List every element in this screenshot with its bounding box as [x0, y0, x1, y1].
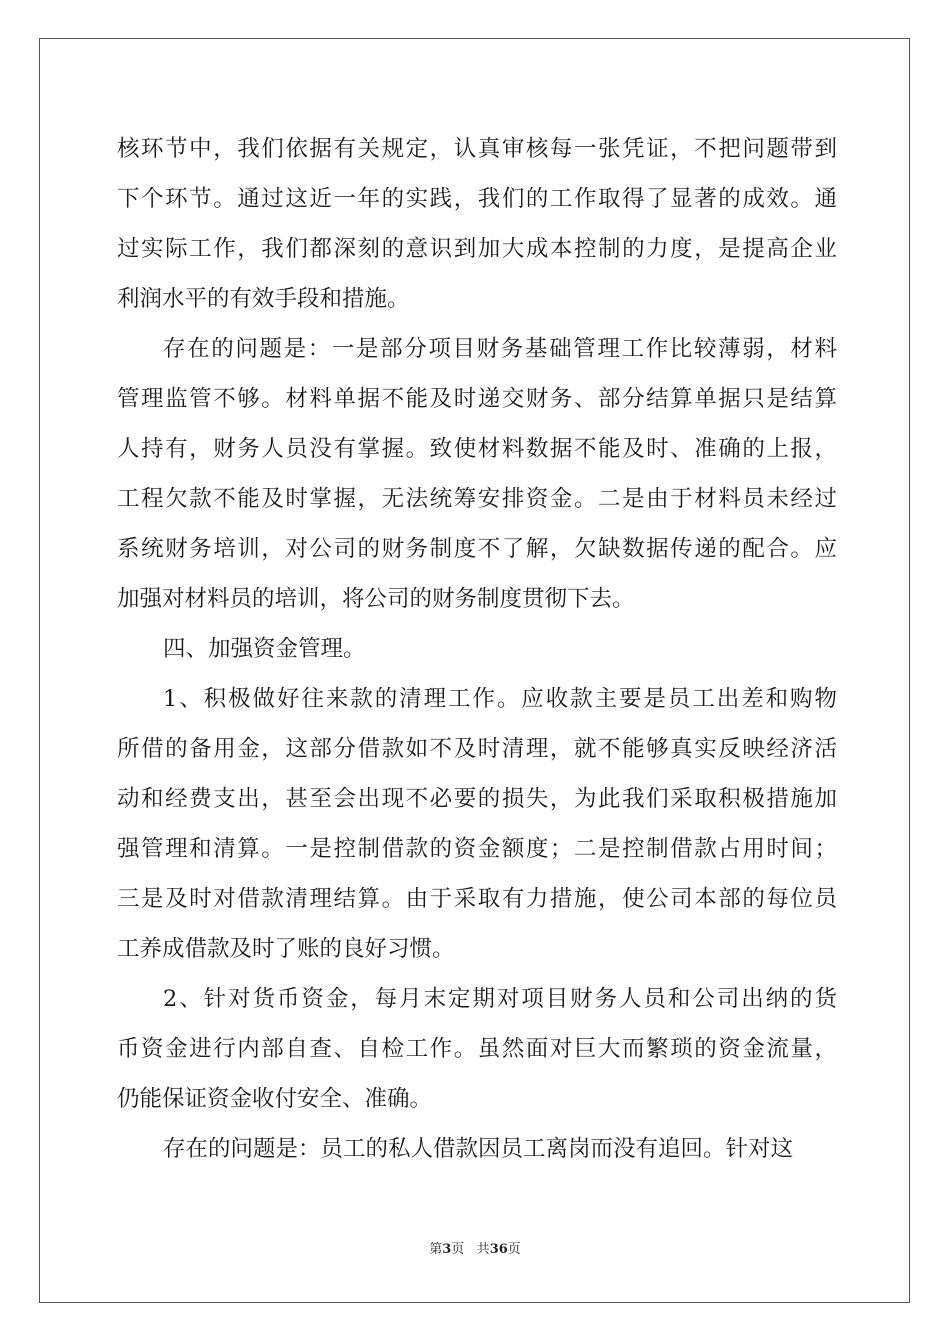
- text-line: 加强对材料员的培训，将公司的财务制度贯彻下去。: [117, 586, 635, 612]
- text-line: 下个环节。通过这近一年的实践，我们的工作取得了显著的成效。通: [117, 186, 837, 212]
- text-line: 人持有，财务人员没有掌握。致使材料数据不能及时、准确的上报，: [117, 436, 837, 462]
- document-body: [117, 124, 837, 1174]
- footer-prefix: 第: [429, 1242, 443, 1257]
- text-line: 2、针对货币资金，每月末定期对项目财务人员和公司出纳的货: [163, 986, 837, 1012]
- text-line: 1、积极做好往来款的清理工作。应收款主要是员工出差和购物: [163, 686, 837, 712]
- text-line: 币资金进行内部自查、自检工作。虽然面对巨大而繁琐的资金流量，: [117, 1036, 837, 1062]
- text-line: 存在的问题是：一是部分项目财务基础管理工作比较薄弱，材料: [163, 336, 837, 362]
- text-line: 动和经费支出，甚至会出现不必要的损失，为此我们采取积极措施加: [117, 786, 837, 812]
- page-footer: [0, 1238, 950, 1257]
- footer-total-prefix: 共: [476, 1242, 490, 1257]
- paragraph: [117, 324, 837, 624]
- text-line: 三是及时对借款清理结算。由于采取有力措施，使公司本部的每位员: [117, 886, 837, 912]
- text-line: 工养成借款及时了账的良好习惯。: [117, 936, 455, 962]
- footer-page-suffix: 页: [451, 1242, 465, 1257]
- text-line: 所借的备用金，这部分借款如不及时清理，就不能够真实反映经济活: [117, 736, 837, 762]
- paragraph: [117, 624, 837, 674]
- paragraph: [117, 1124, 837, 1174]
- text-line: 过实际工作，我们都深刻的意识到加大成本控制的力度，是提高企业: [117, 236, 837, 262]
- paragraph: [117, 974, 837, 1124]
- paragraph: [117, 674, 837, 974]
- text-line: 管理监管不够。材料单据不能及时递交财务、部分结算单据只是结算: [117, 386, 837, 412]
- footer-total-suffix: 页: [507, 1242, 521, 1257]
- text-line: 利润水平的有效手段和措施。: [117, 286, 410, 312]
- total-page-number: 36: [489, 1242, 508, 1257]
- text-line: 系统财务培训，对公司的财务制度不了解，欠缺数据传递的配合。应: [117, 536, 837, 562]
- current-page-number: 3: [442, 1242, 452, 1257]
- text-line: 仍能保证资金收付安全、准确。: [117, 1086, 433, 1112]
- text-line: 存在的问题是：员工的私人借款因员工离岗而没有追回。针对这: [163, 1136, 794, 1162]
- paragraph: [117, 124, 837, 324]
- text-line: 强管理和清算。一是控制借款的资金额度；二是控制借款占用时间；: [117, 836, 837, 862]
- text-line: 四、加强资金管理。: [163, 636, 366, 662]
- text-line: 工程欠款不能及时掌握，无法统筹安排资金。二是由于材料员未经过: [117, 486, 837, 512]
- text-line: 核环节中，我们依据有关规定，认真审核每一张凭证，不把问题带到: [117, 136, 837, 162]
